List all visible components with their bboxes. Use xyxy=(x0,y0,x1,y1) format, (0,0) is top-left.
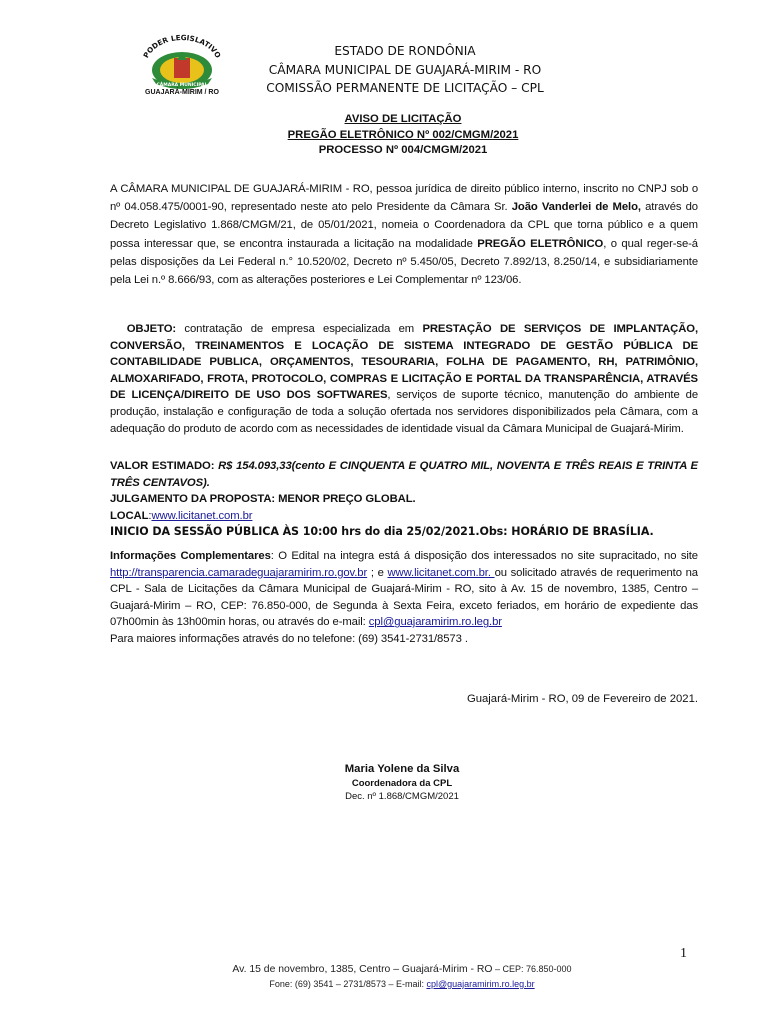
value-amount: R$ 154.093,33(cento E CINQUENTA E QUATRO MIL, NOVENTA E TRÊS REAIS E TRINTA E TRÊS CENTAVOS). xyxy=(110,460,698,489)
object-label: OBJETO: xyxy=(126,323,177,335)
intro-text-2: através do Decreto Legislativo 1.868/CMGM/21, de 05/01/2021, nomeia o Coordenadora da CPL que torna público e a quem possa interessar que, se encontra instaurada a licitação na modalidade xyxy=(110,201,698,250)
process-number: PROCESSO Nº 004/CMGM/2021 xyxy=(318,144,488,156)
intro-text-3: , o qual reger-se-á pelas disposições da Lei Federal n.° 10.520/02, Decreto nº 5.450/05, Decreto 7.892/13, 8.250/14, e subsidiariamente pela Lei n.º 8.666/93, com as alterações posteriores e Lei Complementar nº 123/06. xyxy=(110,237,698,287)
judgment-line xyxy=(110,491,698,508)
notice-title-block xyxy=(180,112,626,159)
judgment-text: JULGAMENTO DA PROPOSTA: MENOR PREÇO GLOBAL. xyxy=(110,493,416,506)
footer-contact xyxy=(150,977,654,991)
state-line: ESTADO DE RONDÔNIA xyxy=(334,44,476,58)
info-text-3: ou solicitado através de requerimento na CPL - Sala de Licitações da Câmara Municipal de Guajará-Mirim - RO, sito à Av. 15 de novembro, 1385, Centro – Guajará-Mirim – RO, CEP: 76.850-000, de Segunda à Sexta Feira, exceto feriados, em horário de expediente das 07h00min às 13h00min horas, ou através do e-mail: xyxy=(110,566,698,629)
document-header xyxy=(230,42,580,98)
value-label: VALOR ESTIMADO: xyxy=(110,460,219,472)
info-label: Informações Complementares xyxy=(110,550,271,562)
footer-address-text: Av. 15 de novembro, 1385, Centro – Guajará-Mirim - RO xyxy=(232,964,493,975)
local-label: LOCAL xyxy=(110,509,149,522)
object-paragraph xyxy=(110,321,698,437)
signer-name: Maria Yolene da Silva xyxy=(344,763,460,775)
chamber-line: CÂMARA MUNICIPAL DE GUAJARÁ-MIRIM - RO xyxy=(268,62,542,77)
date-line: Guajará-Mirim - RO, 09 de Fevereiro de 2021. xyxy=(466,693,698,705)
info-text-1: : O Edital na integra está á disposição dos interessados no site supracitado, no site xyxy=(270,550,698,562)
object-text-2: , serviços de suporte técnico, manutenção do ambiente de produção, instalação e configuração de toda a solução ofertada nos servidores disponibilizados pela Câmara, com a adequação do produto de acordo com as necessidades de identidade visual da Câmara Municipal de Guajará-Mirim. xyxy=(110,389,698,435)
footer-phone: Fone: (69) 3541 – 2731/8573 – E-mail: xyxy=(269,979,427,989)
chamber-logo xyxy=(134,30,230,96)
info-paragraph xyxy=(110,548,698,648)
details-block xyxy=(110,458,698,541)
estimated-value-line xyxy=(110,458,698,491)
local-link[interactable]: www.licitanet.com.br xyxy=(151,509,253,522)
session-line: INICIO DA SESSÃO PÚBLICA ÀS 10:00 hrs do dia 25/02/2021.Obs: HORÁRIO DE BRASÍLIA. xyxy=(110,525,654,539)
president-name: João Vanderlei de Melo, xyxy=(511,201,641,214)
local-colon: : xyxy=(148,509,152,522)
logo-arc-text: PODER LEGISLATIVO xyxy=(141,32,223,60)
footer-cep: – CEP: 76.850-000 xyxy=(492,964,572,974)
intro-text-1: , pessoa jurídica de direito público interno, inscrito no CNPJ sob o nº 04.058.475/0001-90, representado neste ato pelo Presidente da Câmara Sr. xyxy=(110,183,699,214)
signer-role: Coordenadora da CPL xyxy=(351,778,453,789)
signer-decree: Dec. nº 1.868/CMGM/2021 xyxy=(345,791,459,802)
page-number: 1 xyxy=(680,946,687,961)
intro-paragraph xyxy=(110,180,698,289)
modality: PREGÃO ELETRÔNICO xyxy=(477,237,604,250)
signature-block xyxy=(252,761,552,803)
transparency-link[interactable]: http://transparencia.camaradeguajaramirim.ro.gov.br xyxy=(110,566,368,579)
object-services: PRESTAÇÃO DE SERVIÇOS DE IMPLANTAÇÃO, CONVERSÃO, TREINAMENTOS E LOCAÇÃO DE SISTEMA INTEGRADO DE GESTÃO PÚBLICA DE CONTABILIDADE PUBLICA, ORÇAMENTOS, TESOURARIA, FOLHA DE PAGAMENTO, RH, PATRIMÔNIO, ALMOXARIFADO, FROTA, PROTOCOLO, COMPRAS E LICITAÇÃO E PORTAL DA TRANSPARÊNCIA, ATRAVÉS DE LICENÇA/DIREITO DE USO DOS SOFTWARES xyxy=(110,323,699,402)
footer-address xyxy=(150,962,654,977)
commission-line: COMISSÃO PERMANENTE DE LICITAÇÃO – CPL xyxy=(266,81,544,95)
notice-subtitle: PREGÃO ELETRÔNICO Nº 002/CMGM/2021 xyxy=(287,128,519,141)
footer xyxy=(150,962,654,991)
local-line xyxy=(110,508,698,525)
info-text-4: Para maiores informações através do no telefone: (69) 3541-2731/8573 . xyxy=(110,632,468,645)
logo-ribbon-text: CÂMARA MUNICIPAL xyxy=(156,83,208,88)
object-text-1: contratação de empresa especializada em xyxy=(176,323,423,335)
licitanet-link[interactable]: www.licitanet.com.br. xyxy=(387,566,495,579)
info-text-2: ; e xyxy=(367,566,388,579)
logo-bottom-text: GUAJARÁ-MIRIM / RO xyxy=(145,89,219,96)
footer-email-link[interactable]: cpl@guajaramirim.ro.leg.br xyxy=(426,979,535,989)
email-link[interactable]: cpl@guajaramirim.ro.leg.br xyxy=(368,616,502,629)
intro-entity: A CÂMARA MUNICIPAL DE GUAJARÁ-MIRIM - RO xyxy=(110,183,370,195)
notice-title: AVISO DE LICITAÇÃO xyxy=(344,113,462,125)
